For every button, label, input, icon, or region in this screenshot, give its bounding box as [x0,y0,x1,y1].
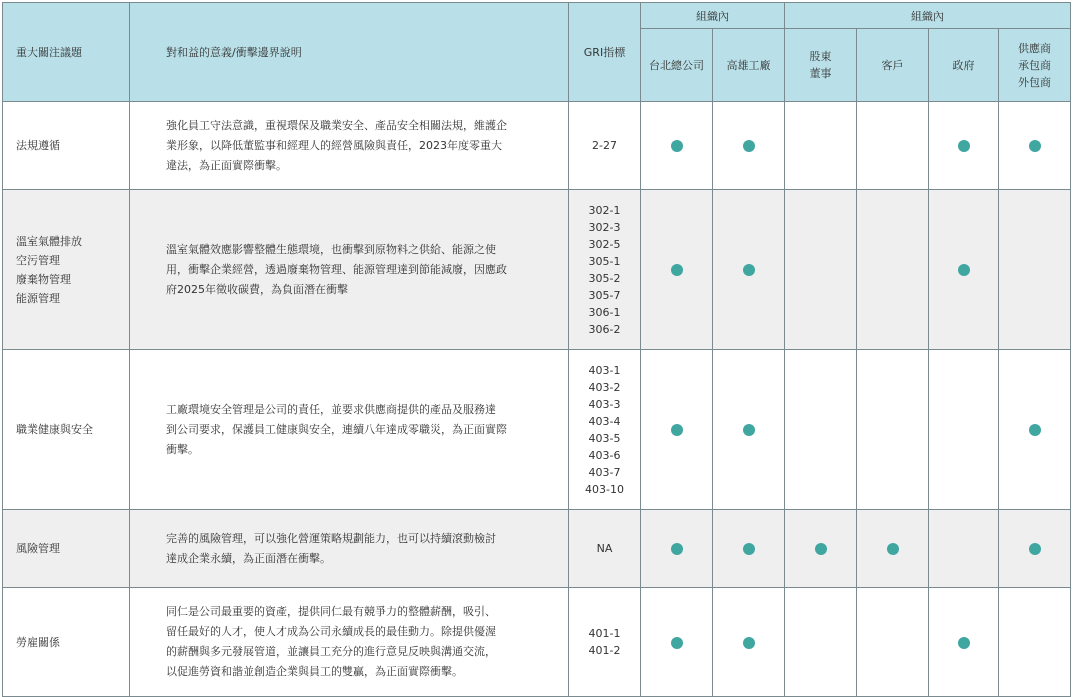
topic-cell [3,510,130,588]
gri-code: 302-3 [588,220,621,234]
stakeholder-cell-1 [713,190,785,350]
gri-code: 403-2 [588,380,621,394]
topic-cell [3,102,130,190]
topic-cell [3,588,130,697]
gri-code: 403-7 [588,465,621,479]
header-stakeholder-label: 承包商 [1018,58,1051,72]
stakeholder-cell-4 [929,190,999,350]
description-line: 的薪酬與多元發展管道，並讓員工充分的進行意見反映與溝通交流， [166,645,496,658]
gri-code: 403-1 [588,363,621,377]
gri-cell [569,190,641,350]
topic-cell [3,350,130,510]
stakeholder-cell-5 [999,588,1071,697]
stakeholder-cell-1 [713,102,785,190]
gri-cell [569,350,641,510]
stakeholder-cell-3 [857,350,929,510]
gri-code: 305-7 [588,288,621,302]
gri-code: 305-2 [588,271,621,285]
applicable-dot-icon [671,637,683,649]
description-line: 以促進勞資和諧並創造企業與員工的雙贏，為正面實際衝擊。 [166,665,463,678]
header-stakeholder-label: 高雄工廠 [726,58,771,72]
applicable-dot-icon [743,543,755,555]
table-row [3,190,1071,350]
header-stakeholder-label: 供應商 [1018,41,1051,55]
description-line: 留任最好的人才，使人才成為公司永續成長的最佳動力。除提供優渥 [166,625,496,638]
applicable-dot-icon [743,140,755,152]
topic-label: 廢棄物管理 [16,272,71,286]
gri-code: 401-1 [588,627,621,640]
header-stakeholder-2 [785,29,857,102]
description-line: 溫室氣體效應影響整體生態環境，也衝擊到原物料之供給、能源之使 [166,242,496,256]
topic-label: 法規遵循 [16,139,60,152]
applicable-dot-icon [1029,424,1041,436]
description-line: 達成企業永續，為正面潛在衝擊。 [166,551,331,565]
description-line: 同仁是公司最重要的資產，提供同仁最有競爭力的整體薪酬，吸引、 [166,605,496,618]
topic-label: 空污管理 [16,253,60,267]
description-line: 衝擊。 [166,442,199,456]
stakeholder-cell-2 [785,510,857,588]
stakeholder-cell-0 [641,350,713,510]
stakeholder-cell-5 [999,102,1071,190]
gri-code: 403-6 [588,448,621,462]
header-topic: 重大關注議題 [3,3,130,102]
applicable-dot-icon [1029,140,1041,152]
description-cell [130,588,569,697]
header-stakeholder-1 [713,29,785,102]
description-cell [130,350,569,510]
description-line: 強化員工守法意識，重視環保及職業安全、產品安全相關法規，維護企 [166,118,507,132]
stakeholder-cell-1 [713,350,785,510]
applicable-dot-icon [887,543,899,555]
applicable-dot-icon [743,637,755,649]
applicable-dot-icon [671,264,683,276]
header-group-internal: 組織內 [641,3,785,29]
stakeholder-cell-4 [929,350,999,510]
description-line: 到公司要求，保護員工健康與安全，連續八年達成零職災，為正面實際 [166,422,507,436]
gri-code: 302-5 [588,237,621,251]
applicable-dot-icon [671,543,683,555]
header-stakeholder-label: 政府 [952,58,975,72]
applicable-dot-icon [958,264,970,276]
gri-code: 403-10 [585,482,624,496]
table-body [3,102,1071,697]
stakeholder-cell-5 [999,510,1071,588]
description-line: 完善的風險管理，可以強化營運策略規劃能力，也可以持續滾動檢討 [166,531,496,545]
stakeholder-cell-1 [713,510,785,588]
table-row [3,350,1071,510]
stakeholder-cell-4 [929,588,999,697]
applicable-dot-icon [743,264,755,276]
gri-code: 306-2 [588,322,621,336]
applicable-dot-icon [671,424,683,436]
stakeholder-cell-2 [785,588,857,697]
stakeholder-cell-0 [641,190,713,350]
header-stakeholder-label: 董事 [809,67,832,80]
header-stakeholder-4 [929,29,999,102]
description-cell [130,510,569,588]
stakeholder-cell-4 [929,510,999,588]
stakeholder-cell-2 [785,102,857,190]
applicable-dot-icon [671,140,683,152]
applicable-dot-icon [1029,543,1041,555]
description-line: 用，衝擊企業經營，透過廢棄物管理、能源管理達到節能減廢，因應政 [166,262,507,276]
topic-label: 風險管理 [16,542,60,555]
header-stakeholder-label: 台北總公司 [649,58,704,72]
gri-cell [569,510,641,588]
description-line: 業形象，以降低董監事和經理人的經營風險與責任，2023年度零重大 [166,138,502,152]
stakeholder-cell-5 [999,190,1071,350]
description-line: 違法，為正面實際衝擊。 [166,158,287,172]
stakeholder-cell-3 [857,190,929,350]
gri-code: 302-1 [588,203,621,217]
gri-code: 403-5 [588,431,621,445]
stakeholder-cell-0 [641,102,713,190]
applicable-dot-icon [743,424,755,436]
header-stakeholder-label: 客戶 [881,58,904,72]
gri-code: 403-4 [588,414,621,428]
gri-code: NA [596,542,613,555]
gri-code: 401-2 [588,644,621,657]
header-stakeholder-5 [999,29,1071,102]
header-stakeholder-3 [857,29,929,102]
gri-code: 2-27 [592,139,617,152]
stakeholder-cell-3 [857,510,929,588]
header-gri: GRI指標 [569,3,641,102]
applicable-dot-icon [815,543,827,555]
table-row [3,510,1071,588]
table-row [3,102,1071,190]
gri-cell [569,102,641,190]
topic-label: 能源管理 [16,291,60,305]
topic-label: 溫室氣體排放 [16,234,82,248]
stakeholder-cell-4 [929,102,999,190]
description-cell [130,190,569,350]
materiality-table [2,2,1071,697]
gri-code: 306-1 [588,305,621,319]
header-stakeholder-label: 外包商 [1018,75,1051,89]
stakeholder-cell-3 [857,588,929,697]
header-group-external: 組織內 [785,3,1071,29]
stakeholder-cell-2 [785,190,857,350]
gri-code: 305-1 [588,254,621,268]
stakeholder-cell-0 [641,588,713,697]
stakeholder-cell-0 [641,510,713,588]
stakeholder-cell-5 [999,350,1071,510]
gri-code: 403-3 [588,397,621,411]
header-stakeholder-0 [641,29,713,102]
table-row [3,588,1071,697]
topic-label: 職業健康與安全 [16,423,93,436]
topic-label: 勞雇關係 [16,635,60,649]
applicable-dot-icon [958,140,970,152]
description-line: 府2025年徵收碳費，為負面潛在衝擊 [166,282,348,296]
description-line: 工廠環境安全管理是公司的責任，並要求供應商提供的產品及服務達 [166,402,496,416]
header-stakeholder-label: 股東 [809,50,832,63]
stakeholder-cell-3 [857,102,929,190]
applicable-dot-icon [958,637,970,649]
stakeholder-cell-2 [785,350,857,510]
topic-cell [3,190,130,350]
description-cell [130,102,569,190]
gri-cell [569,588,641,697]
stakeholder-cell-1 [713,588,785,697]
header-description: 對和益的意義/衝擊邊界說明 [130,3,569,102]
